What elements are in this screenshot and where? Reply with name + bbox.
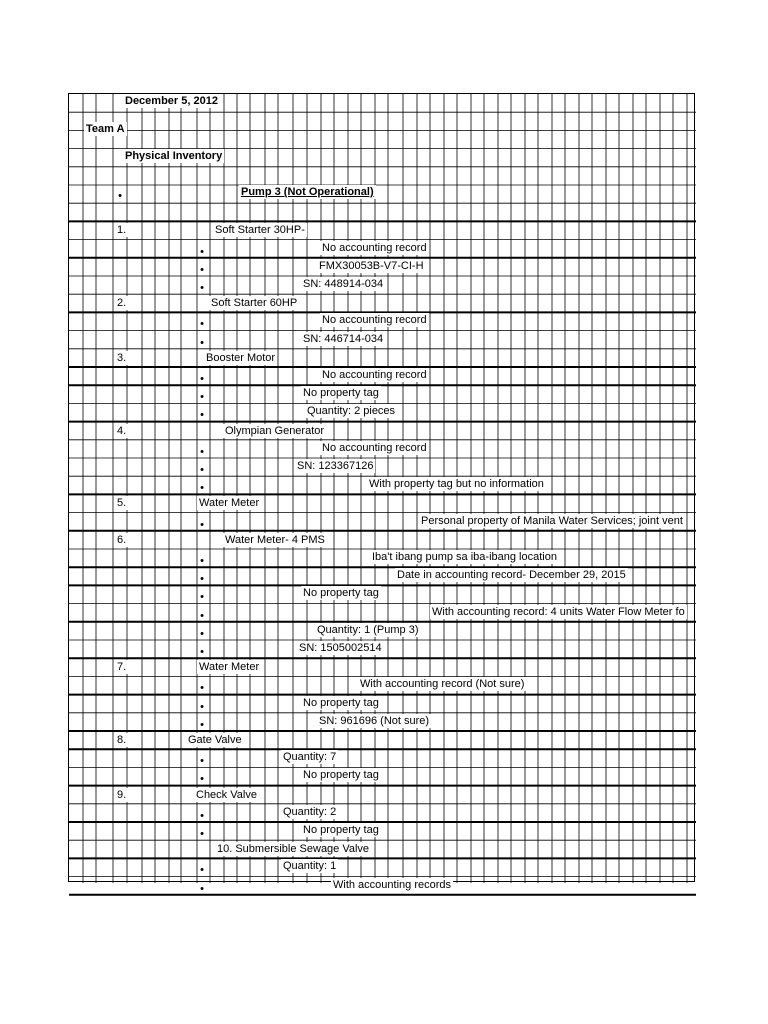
item-name: Water Meter bbox=[199, 497, 260, 510]
item-detail: With accounting record: 4 units Water Flow Meter fo bbox=[432, 605, 685, 618]
item-detail: Quantity: 1 (Pump 3) bbox=[317, 623, 419, 636]
item-detail: No property tag bbox=[303, 696, 379, 709]
item-name: Water Meter bbox=[199, 661, 260, 674]
item-name: Check Valve bbox=[196, 788, 257, 801]
bullet-icon: • bbox=[200, 809, 204, 822]
date-label: December 5, 2012 bbox=[125, 95, 218, 107]
item-name: Olympian Generator bbox=[225, 424, 325, 437]
bullet-icon: • bbox=[200, 391, 204, 404]
item-name: Soft Starter 60HP bbox=[211, 297, 298, 310]
item-detail: With property tag but no information bbox=[369, 478, 544, 491]
item-name: Gate Valve bbox=[188, 734, 242, 746]
item-detail: No property tag bbox=[303, 587, 379, 600]
bullet-icon: • bbox=[200, 682, 204, 695]
item-detail: FMX30053B-V7-CI-H bbox=[319, 259, 424, 272]
page-title: Physical Inventory bbox=[125, 150, 223, 162]
bullet-icon: • bbox=[200, 609, 204, 622]
bullet-icon: • bbox=[118, 190, 122, 202]
bullet-icon: • bbox=[200, 245, 204, 258]
bullet-icon: • bbox=[200, 445, 204, 458]
item-detail: Quantity: 2 pieces bbox=[307, 405, 396, 418]
item-detail: With accounting record (Not sure) bbox=[360, 678, 525, 691]
bullet-icon: • bbox=[200, 409, 204, 422]
bullet-icon: • bbox=[200, 464, 204, 476]
item-name: Booster Motor bbox=[206, 351, 276, 364]
item-number: 9. bbox=[117, 788, 127, 801]
bullet-icon: • bbox=[200, 482, 204, 495]
item-number: 4. bbox=[117, 424, 127, 437]
item-number: 6. bbox=[117, 533, 127, 546]
item-detail: Personal property of Manila Water Services; joint vent bbox=[421, 514, 683, 527]
inventory-sheet bbox=[68, 93, 695, 895]
item-detail: SN: 446714-034 bbox=[303, 332, 384, 345]
bullet-icon: • bbox=[200, 318, 204, 331]
item-detail: Quantity: 2 bbox=[283, 805, 337, 818]
item-detail: SN: 123367126 bbox=[297, 460, 374, 472]
item-detail: SN: 448914-034 bbox=[303, 278, 384, 290]
bullet-icon: • bbox=[200, 282, 204, 294]
bullet-icon: • bbox=[200, 263, 204, 276]
item-number: 1. bbox=[117, 224, 127, 237]
item-detail: No accounting record bbox=[322, 241, 427, 254]
bullet-icon: • bbox=[200, 773, 204, 786]
item-number: 7. bbox=[117, 661, 127, 674]
bullet-icon: • bbox=[200, 755, 204, 768]
bullet-icon: • bbox=[200, 555, 204, 567]
item-name: 10. Submersible Sewage Valve bbox=[217, 843, 370, 856]
item-number: 8. bbox=[117, 734, 127, 746]
bullet-icon: • bbox=[200, 828, 204, 840]
item-detail: Quantity: 7 bbox=[283, 751, 337, 764]
item-detail: With accounting records bbox=[333, 878, 451, 891]
bullet-icon: • bbox=[200, 718, 204, 731]
bullet-icon: • bbox=[200, 646, 204, 658]
bullet-icon: • bbox=[200, 573, 204, 586]
item-number: 3. bbox=[117, 351, 127, 364]
item-detail: No property tag bbox=[303, 387, 379, 400]
bullet-icon: • bbox=[200, 627, 204, 640]
bullet-icon: • bbox=[200, 882, 204, 895]
item-number: 2. bbox=[117, 297, 127, 310]
item-detail: No accounting record bbox=[322, 441, 427, 454]
bullet-icon: • bbox=[200, 336, 204, 349]
team-label: Team A bbox=[86, 123, 125, 135]
item-detail: Quantity: 1 bbox=[283, 860, 337, 873]
item-detail: No accounting record bbox=[322, 314, 427, 327]
item-detail: No property tag bbox=[303, 824, 379, 836]
bullet-icon: • bbox=[200, 518, 204, 531]
item-detail: Iba't ibang pump sa iba-ibang location bbox=[372, 551, 557, 563]
bullet-icon: • bbox=[200, 700, 204, 713]
bullet-icon: • bbox=[200, 864, 204, 877]
bullet-icon: • bbox=[200, 591, 204, 604]
item-name: Water Meter- 4 PMS bbox=[225, 533, 325, 546]
bullet-icon: • bbox=[200, 373, 204, 385]
section-title: Pump 3 (Not Operational) bbox=[241, 186, 374, 198]
item-detail: SN: 961696 (Not sure) bbox=[319, 714, 430, 727]
item-name: Soft Starter 30HP- bbox=[215, 224, 305, 237]
item-detail: SN: 1505002514 bbox=[299, 642, 382, 654]
item-detail: No property tag bbox=[303, 769, 379, 782]
item-detail: No accounting record bbox=[322, 369, 427, 381]
item-detail: Date in accounting record- December 29, 2015 bbox=[397, 569, 626, 582]
item-number: 5. bbox=[117, 497, 127, 510]
